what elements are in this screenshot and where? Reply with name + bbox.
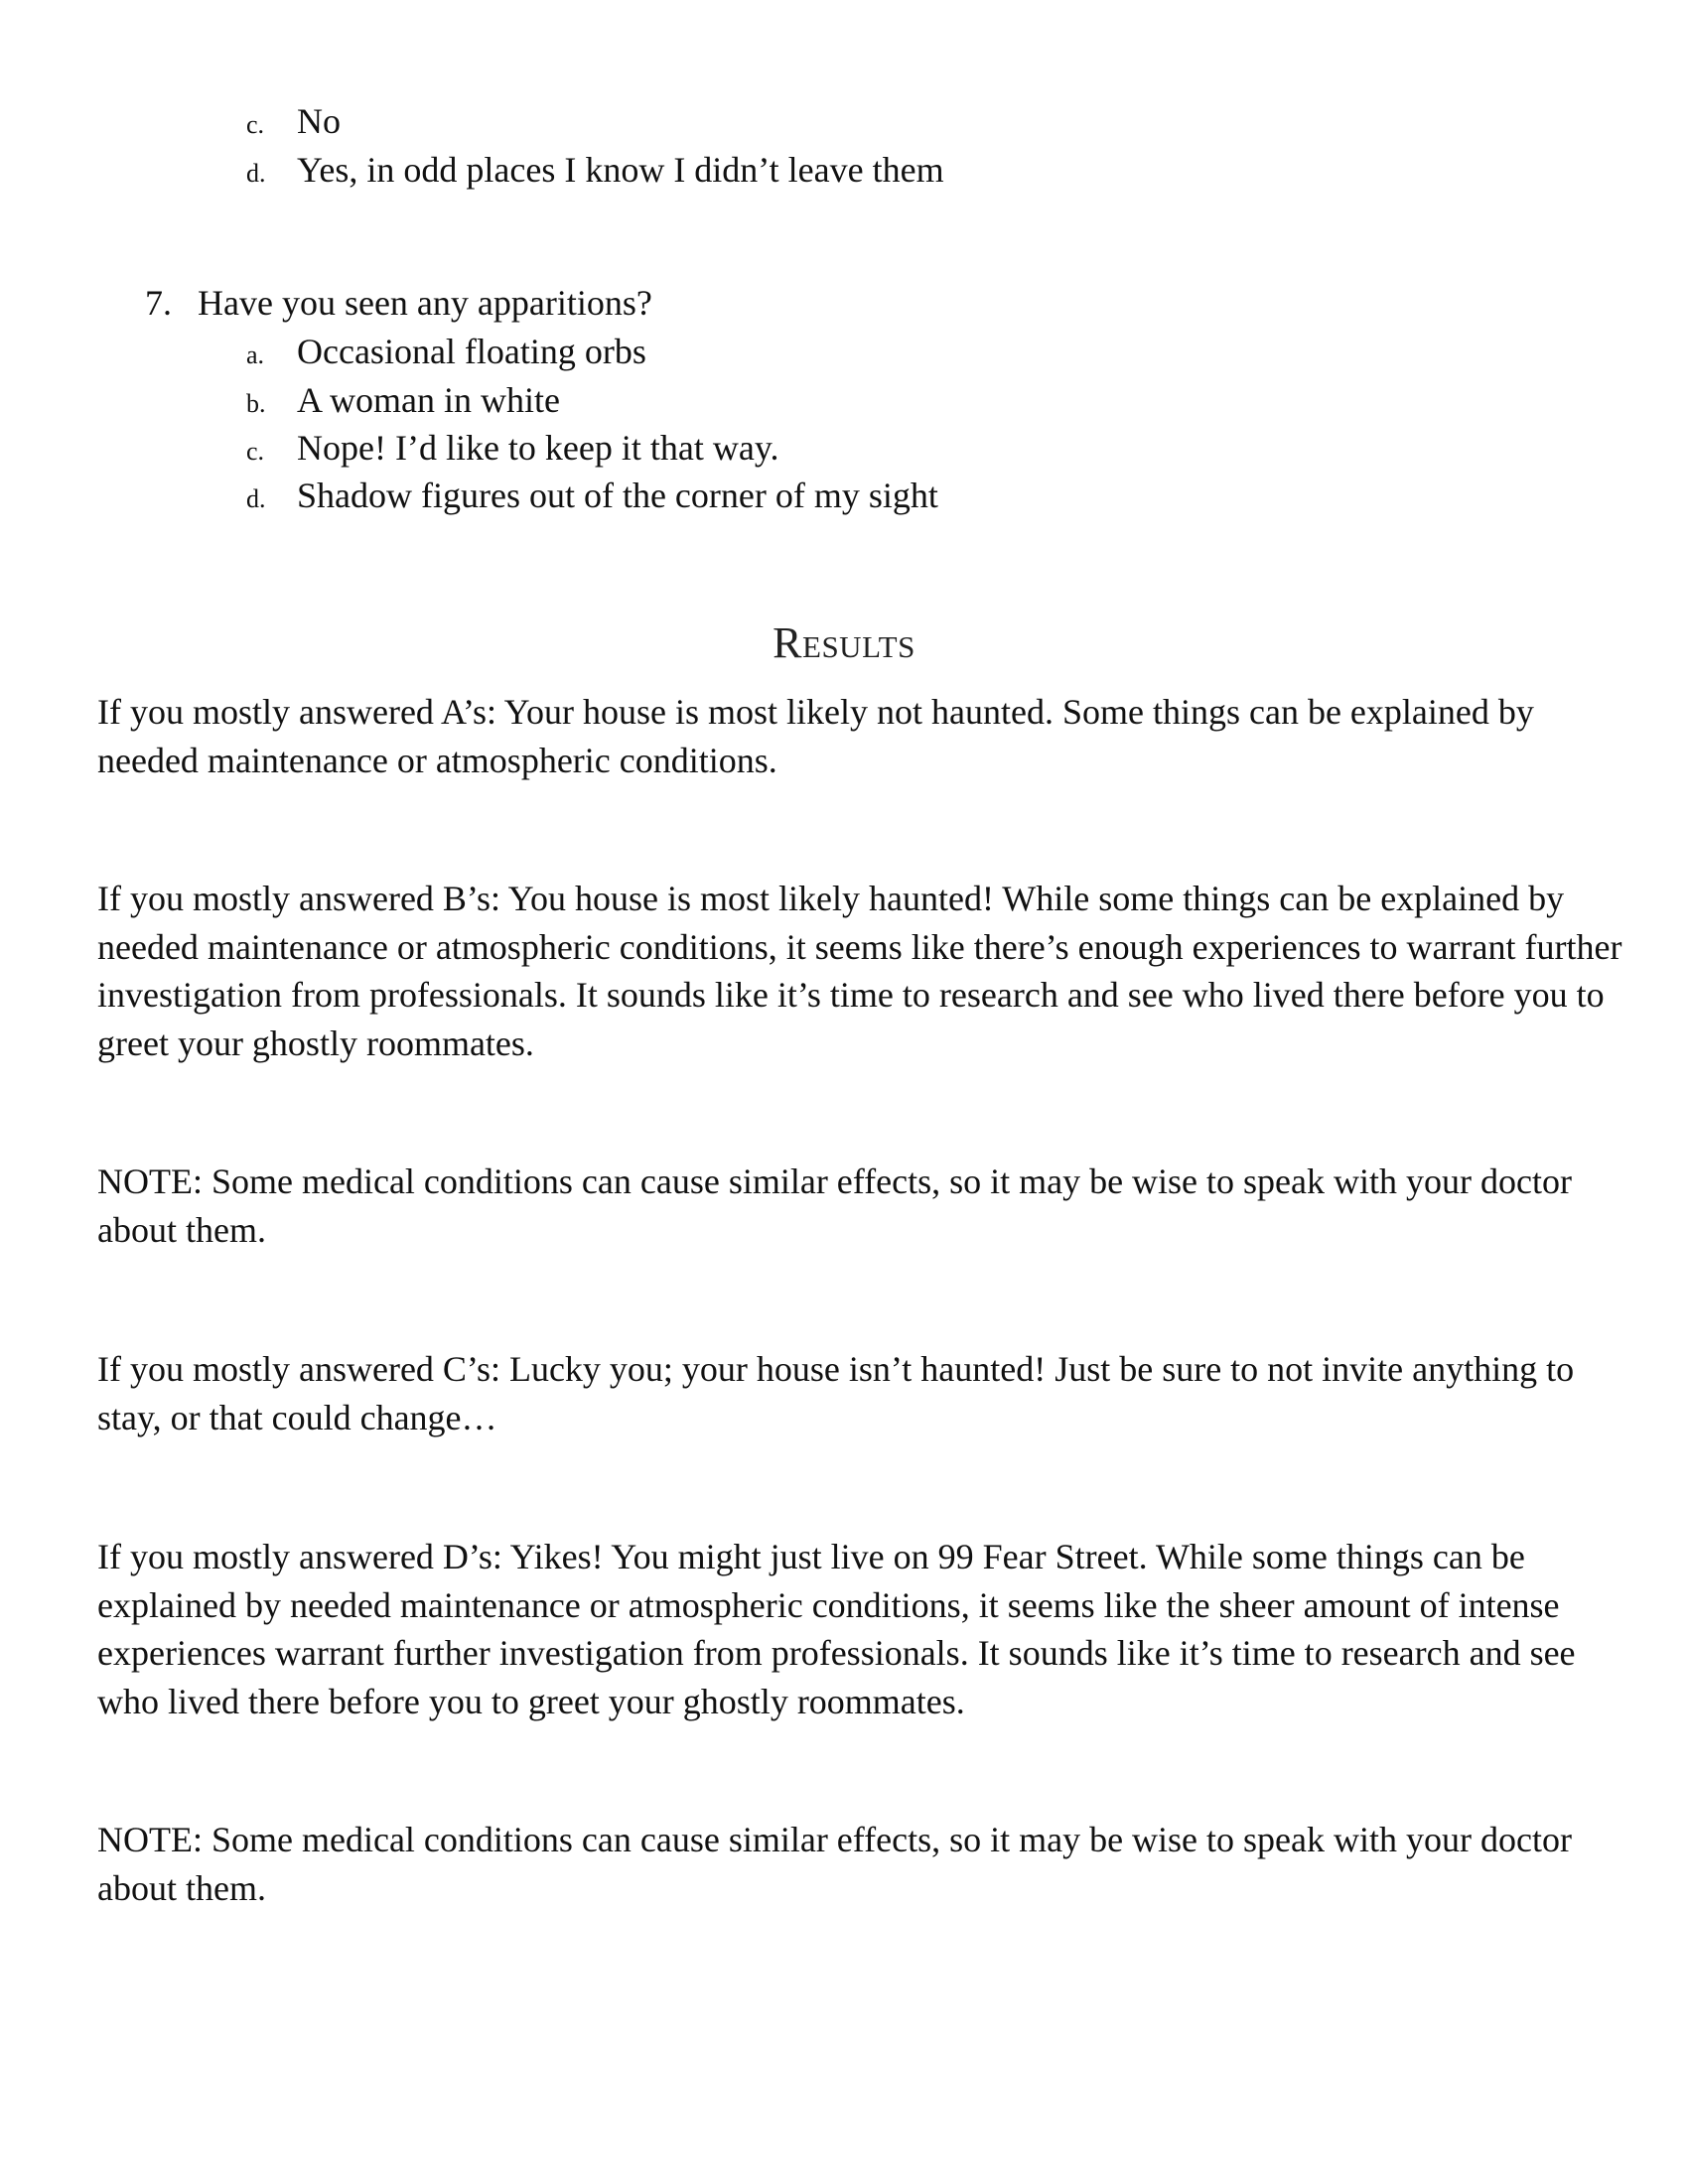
option-text: A woman in white — [297, 380, 560, 420]
question-7-option-a — [246, 328, 646, 379]
question-7-option-d — [246, 472, 938, 523]
result-d-paragraph: If you mostly answered D’s: Yikes! You might just live on 99 Fear Street. While some things can be explained by needed maintenance or atmospheric conditions, it seems like the sheer amount of intense experiences warrant further investigation from professionals. It sounds like it’s time to research and see who lived there before you to greet your ghostly roommates. — [97, 1537, 1576, 1721]
option-text: Occasional floating orbs — [297, 332, 646, 371]
option-letter: d. — [246, 159, 266, 188]
option-text: Nope! I’d like to keep it that way. — [297, 428, 779, 468]
option-letter: a. — [246, 341, 265, 369]
result-a-paragraph: If you mostly answered A’s: Your house is most likely not haunted. Some things can be explained by needed maintenance or atmospheric conditions. — [97, 692, 1534, 780]
result-b-paragraph: If you mostly answered B’s: You house is most likely haunted! While some things can be explained by needed maintenance or atmospheric conditions, it seems like there’s enough experiences to warrant further investigation from professionals. It sounds like it’s time to research and see who lived there before you to greet your ghostly roommates. — [97, 879, 1622, 1063]
option-letter: c. — [246, 437, 265, 466]
option-text: Yes, in odd places I know I didn’t leave them — [297, 150, 944, 190]
note-paragraph-2: NOTE: Some medical conditions can cause similar effects, so it may be wise to speak with your doctor about them. — [97, 1820, 1572, 1908]
results-heading: Results — [773, 618, 915, 667]
option-letter: d. — [246, 484, 266, 513]
question-7 — [145, 279, 652, 327]
option-text: No — [297, 101, 341, 141]
note-paragraph-1: NOTE: Some medical conditions can cause similar effects, so it may be wise to speak with your doctor about them. — [97, 1161, 1572, 1250]
question-text: Have you seen any apparitions? — [198, 283, 652, 323]
question-number: 7. — [145, 283, 172, 323]
question-7-option-b — [246, 376, 560, 428]
option-c-previous — [246, 97, 341, 149]
option-letter: c. — [246, 110, 265, 139]
question-7-option-c — [246, 424, 779, 476]
result-c-paragraph: If you mostly answered C’s: Lucky you; your house isn’t haunted! Just be sure to not invite anything to stay, or that could change… — [97, 1349, 1575, 1437]
option-d-previous — [246, 146, 944, 198]
option-text: Shadow figures out of the corner of my sight — [297, 476, 938, 515]
option-letter: b. — [246, 389, 266, 418]
